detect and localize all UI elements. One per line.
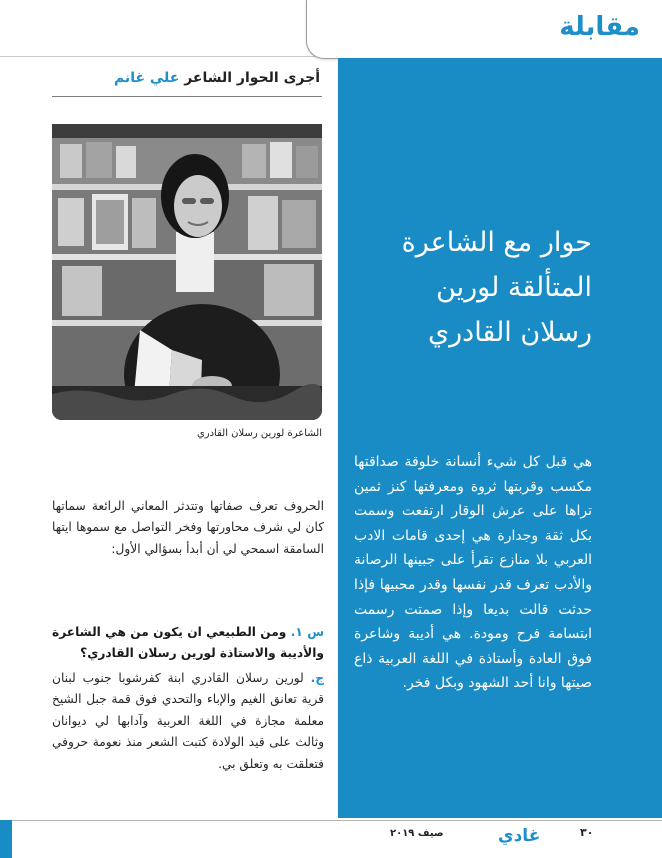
photo-caption: الشاعرة لورين رسلان القادري	[196, 428, 322, 439]
footer-divider	[0, 820, 662, 821]
interviewee-photo	[52, 124, 322, 420]
headline-panel	[338, 58, 662, 818]
interview-question-1	[52, 622, 324, 665]
photo-illustration	[52, 124, 322, 420]
byline	[30, 70, 320, 86]
headline-line-3: رسلان القادري	[428, 317, 592, 348]
footer-accent-bar	[0, 820, 12, 858]
issue-label: صيف ٢٠١٩	[390, 828, 444, 839]
byline-author: علي غانم	[113, 70, 180, 86]
section-title: مقابلة	[559, 12, 640, 42]
headline-line-1: حوار مع الشاعرة	[401, 227, 592, 258]
headline-line-2: المتألقة لورين	[436, 272, 592, 303]
interview-answer-1	[52, 668, 324, 775]
answer-label: ج.	[310, 671, 325, 685]
question-text: ومن الطبيعي ان يكون من هي الشاعرة والأديبة والاستاذة لورين رسلان القادري؟	[52, 625, 324, 661]
byline-prefix: أجرى الحوار الشاعر	[184, 70, 320, 86]
answer-text: لورين رسلان القادري ابنة كفرشوبا جنوب لبنان قرية تعانق الغيم والإباء والتحدي فوق قمة جبل الشيخ معلمة مجازة في اللغة العربية وآدابها لي ديوانان وثالث على قيد الولادة كتبت الشعر منذ نعومة حروفي فتعلقت به وتعلق بي.	[52, 671, 324, 771]
magazine-logo: غادي	[498, 826, 541, 846]
intro-paragraph: هي قبل كل شيء أنسانة خلوقة صداقتها مكسب وقربتها ثروة ومعرفتها كنز ثمين تراها على عرش الوقار ارتفعت وسمت بكل ثقة وجدارة هي إحدى قامات الادب العربي بلا منازع تقرأ على جبينها الرصانة والأدب تعرف قدر نفسها وقدر محبيها فإذا حدثت قالت بديعا وإذا صمتت رسمت ابتسامة فرح ومودة. هي أديبة وشاعرة فوق العادة وأستاذة في اللغة العربية ذاع صيتها وانا أحد الشهود وبكل فخر.	[354, 454, 592, 692]
byline-divider	[52, 96, 322, 97]
body-paragraph-1: الحروف تعرف صفاتها وتتدثر المعاني الرائعة سماتها كان لي شرف محاورتها وفخر التواصل مع سموها ايتها السامقة اسمحي لي أن أبدأ بسؤالي الأول:	[52, 499, 324, 556]
question-label: س ١.	[290, 625, 325, 639]
page-number: ٣٠	[580, 826, 594, 839]
section-tab	[306, 0, 662, 59]
article-headline	[352, 220, 592, 355]
